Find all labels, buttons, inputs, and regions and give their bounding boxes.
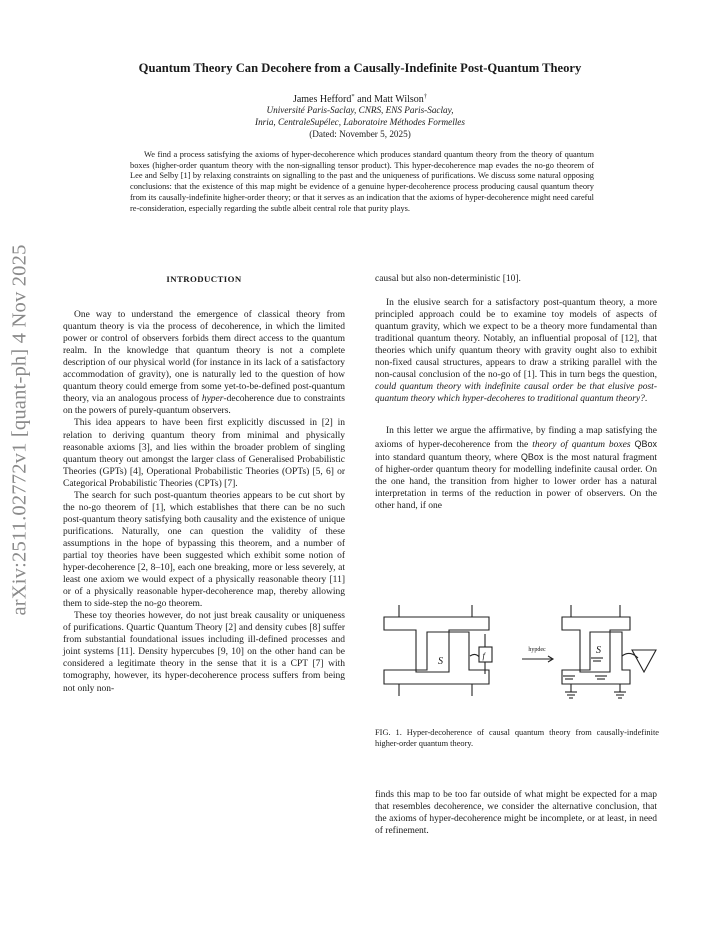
left-quantum-box-comb	[384, 605, 492, 696]
right-paragraph-0: causal but also non-deterministic [10].	[375, 274, 521, 284]
paper-title: Quantum Theory Can Decohere from a Causally-Indefinite Post-Quantum Theory	[138, 61, 582, 75]
section-heading-introduction: INTRODUCTION	[166, 274, 242, 284]
left-comb-top-shape	[384, 617, 489, 672]
arxiv-identifier-text: arXiv:2511.02772v1 [quant-ph] 4 Nov 2025	[8, 244, 31, 616]
right-paragraph-3: finds this map to be too far outside of what might be expected for a map that resembles decoherence, we consider the alternative conclusion, that the axioms of hyper-decoherence might be incomplete, or at least, in need of refinement.	[375, 790, 657, 837]
left-paragraph-4: These toy theories however, do not just break causality or uniqueness of purifications. Quartic Quantum Theory [2] and density cubes [8] suffer from substantial foundational issues including ill-defined processes and joint systems [11]. Density hypercubes [9, 10] on the other hand can be considered a legitimate theory in the sense that it is a CPT [7] with tomography, however, its hyper-decoherence process suffers from being not only non-	[63, 611, 345, 694]
right-column	[375, 273, 657, 512]
author-hefford-mark: *	[351, 93, 355, 100]
affiliation-line-1: Université Paris-Saclay, CNRS, ENS Paris-Saclay,	[266, 105, 454, 115]
abstract: We find a process satisfying the axioms of hyper-decoherence which produces standard quantum theory from the theory of quantum boxes (higher-order quantum theory with the non-signalling tensor product). This hyper-decoherence map evades the no-go theorem of Lee and Selby [1] by relaxing constraints on signalling to the past and the uniqueness of purifications. We discuss some natural opposing conclusions: that the existence of this map might be evidence of a genuine hyper-decoherence process producing causal quantum theory from its causally-indefinite higher-order theory; or that it serves as an indication that the axioms of hyper-decoherence might need careful re-consideration, especially regarding the subtle albeit central role that purity plays.	[130, 150, 594, 213]
label-f: f	[482, 650, 485, 661]
right-paragraph-2	[375, 425, 657, 511]
ground-symbols	[563, 658, 626, 698]
qbox-symbol: QBox	[520, 451, 544, 462]
paragraph-spacer	[375, 285, 657, 297]
author-line	[60, 93, 660, 105]
author-wilson: Matt Wilson	[374, 94, 424, 105]
left-paragraph-3: The search for such post-quantum theories appears to be cut short by the no-go theorem of [1], which establishes that there can be no such post-quantum theory satisfying both causality and the existence of unique purifications. Naturally, one can question the validity of these assumptions in the hope of bypassing this theorem, and a number of partial toy theories have been suggested which exhibit some notion of hyper-decoherence [2, 8–10], each one breaking, more or less severely, at least one axiom we would expect of a physically reasonable theory [11] or of a physically reasonable hyper-decoherence map, thereby allowing them to side-step the no-go theorem.	[63, 490, 345, 610]
right-paragraph-2-text-c: is the most natural fragment of higher-order quantum theory for modelling indefinite causal order. On the one hand, the transition from higher to lower order has a natural interpretation in terms of the reduction in power of observers. On the other hand, if one	[375, 452, 657, 511]
left-paragraph-1	[63, 309, 345, 417]
author-conjunction: and	[354, 94, 375, 105]
left-paragraph-1-text-a: One way to understand the emergence of classical theory from quantum theory is via the process of decoherence, in which the limited power or control of observers forbids them direct access to the quantum realm. In the knowledge that quantum theory is not a complete description of our physical world (for instance in its lack of a satisfactory accommodation of gravity), one is naturally led to the question of how quantum theory could emerge from some yet-to-be-defined post-quantum theory, via an analogous process of	[63, 310, 345, 405]
author-wilson-mark: †	[423, 93, 428, 100]
figure-1-diagram	[372, 578, 662, 726]
label-s-left: S	[438, 656, 443, 667]
right-paragraph-2-text-a: In this letter we argue the affirmative, by finding a map satisfying the axioms of hyper-decoherence from the	[375, 426, 657, 450]
label-s-right: S	[596, 645, 601, 656]
f-box	[479, 647, 492, 662]
right-paragraph-1-end: .	[644, 394, 648, 405]
hypdec-arrow-label: hypdec	[528, 647, 546, 653]
right-paragraph-1-emphasis: could quantum theory with indefinite causal order be that elusive post-quantum theory which hyper-decoheres to traditional quantum theory?	[375, 382, 657, 405]
left-paragraph-1-text-b: -decoherence due to constraints on the powers of purely-quantum observers.	[63, 394, 345, 417]
left-comb-bottom-shape	[384, 632, 489, 684]
right-paragraph-1	[375, 297, 657, 405]
left-paragraph-2: This idea appears to have been first explicitly discussed in [2] in relation to deriving quantum theory from minimal and physically reasonable axioms [3], and lies within the broader problem of singling quantum theory out amongst the larger class of Generalised Probabilistic Theories (GPTs) [4], Operational Probabilistic Theories (OPTs) [5, 6] or Categorical Probabilistic Theories (CPTs) [7].	[63, 418, 345, 489]
discard-triangle-icon	[632, 650, 656, 672]
right-paragraph-2-text-b: into standard quantum theory, where	[375, 452, 521, 463]
author-hefford: James Hefford	[292, 94, 352, 105]
figure-1-caption: FIG. 1. Hyper-decoherence of causal quantum theory from causally-indefinite higher-order quantum theory.	[375, 728, 659, 748]
date-line: (Dated: November 5, 2025)	[309, 129, 411, 139]
left-column	[63, 273, 345, 695]
hyper-decoherence-diagram	[372, 578, 662, 726]
right-paragraph-2-emphasis: theory of quantum boxes	[532, 439, 631, 450]
qbox-symbol: QBox	[634, 438, 657, 449]
right-quantum-box-comb	[562, 605, 656, 692]
affiliation-line-2: Inria, CentraleSupélec, Laboratoire Méthodes Formelles	[255, 117, 465, 127]
right-paragraph-1-text-a: In the elusive search for a satisfactory post-quantum theory, a more principled approach could be to examine toy models of aspects of quantum gravity, which we expect to be a theory more fundamental than traditional quantum theory. Notably, an influential proposal of [12], that theories which unify quantum theory with gravity ought also to exhibit non-fixed causal structures, appears to draw a striking parallel with the non-causal conclusion of the no-go of [1]. This in turn begs the question,	[375, 298, 657, 381]
left-paragraph-1-emphasis: hyper	[201, 394, 224, 405]
paragraph-spacer	[375, 405, 657, 425]
